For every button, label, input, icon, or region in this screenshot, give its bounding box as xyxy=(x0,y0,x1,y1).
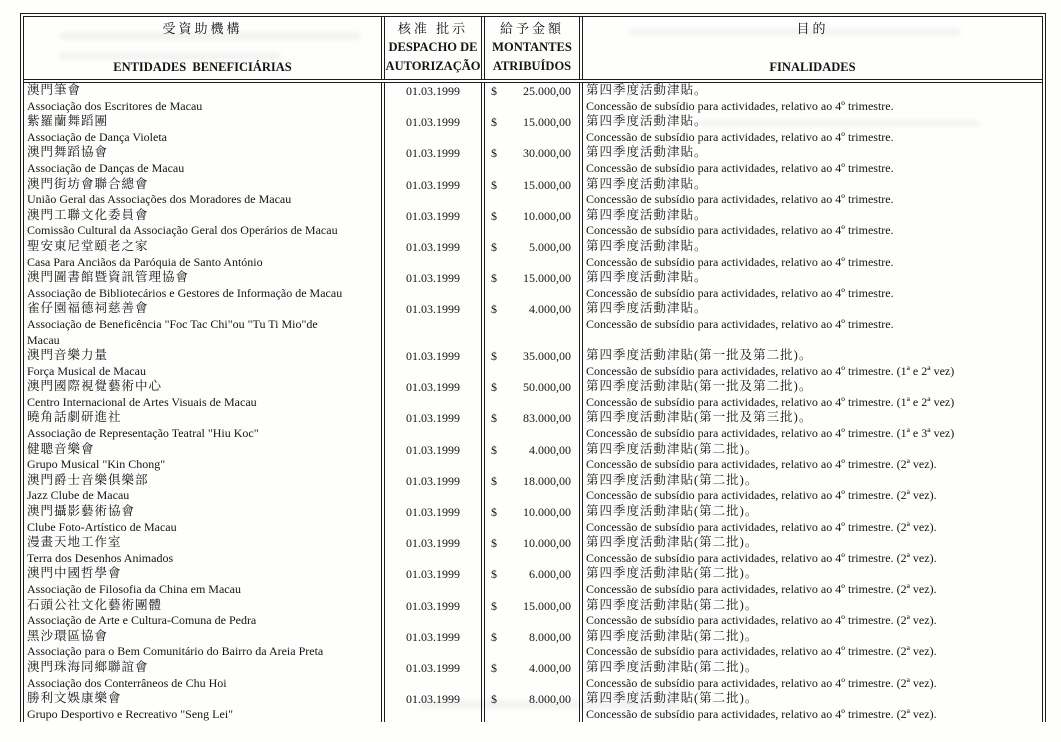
table-row xyxy=(24,504,1042,535)
currency-symbol: $ xyxy=(491,271,497,286)
amount-cell xyxy=(481,177,579,208)
entity-name-pt: Força Musical de Macau xyxy=(27,363,146,378)
currency-symbol: $ xyxy=(491,473,497,488)
purpose-zh: 第四季度活動津貼(第二批)。 xyxy=(586,472,759,487)
amount-value: 83.000,00 xyxy=(523,411,571,426)
purpose-cell xyxy=(579,270,1042,301)
header-finalidades-zh: 目的 xyxy=(796,21,829,36)
amount-cell xyxy=(481,629,579,660)
purpose-zh: 第四季度活動津貼。 xyxy=(586,270,708,285)
header-despacho-zh: 核准 批示 xyxy=(397,21,469,36)
authorization-date-cell xyxy=(381,239,481,270)
table-row xyxy=(24,270,1042,301)
header-despacho xyxy=(381,17,481,79)
authorization-date: 01.03.1999 xyxy=(406,660,460,675)
entity-cell xyxy=(24,473,381,504)
header-montantes-pt-line2: ATRIBUÍDOS xyxy=(492,58,572,73)
currency-symbol: $ xyxy=(491,177,497,192)
authorization-date-cell xyxy=(381,83,481,114)
table-row xyxy=(24,348,1042,379)
authorization-date-cell xyxy=(381,301,481,348)
header-entities-zh: 受資助機構 xyxy=(162,21,243,36)
authorization-date: 01.03.1999 xyxy=(406,598,460,613)
amount-cell xyxy=(481,566,579,597)
purpose-pt: Concessão de subsídio para actividades, relativo ao 4º trimestre. xyxy=(586,98,894,113)
entity-name-zh: 澳門舞蹈協會 xyxy=(27,145,109,160)
authorization-date: 01.03.1999 xyxy=(406,629,460,644)
entity-cell xyxy=(24,504,381,535)
amount-value: 15.000,00 xyxy=(523,177,571,192)
currency-symbol: $ xyxy=(491,567,497,582)
table-row xyxy=(24,535,1042,566)
table-row xyxy=(24,239,1042,270)
header-finalidades xyxy=(579,17,1042,79)
amount-cell xyxy=(481,83,579,114)
entity-name-pt: Associação dos Conterrâneos de Chu Hoi xyxy=(27,675,227,690)
entity-cell xyxy=(24,83,381,114)
amount-cell xyxy=(481,535,579,566)
header-entities xyxy=(24,17,381,79)
currency-symbol: $ xyxy=(491,302,497,317)
entity-name-pt: Jazz Clube de Macau xyxy=(27,488,130,503)
currency-symbol: $ xyxy=(491,598,497,613)
purpose-pt: Concessão de subsídio para actividades, relativo ao 4º trimestre. xyxy=(586,160,894,175)
purpose-pt: Concessão de subsídio para actividades, relativo ao 4º trimestre. xyxy=(586,316,894,331)
amount-value: 10.000,00 xyxy=(523,208,571,223)
entity-cell xyxy=(24,691,381,722)
entity-name-zh: 漫畫天地工作室 xyxy=(27,535,122,550)
entity-name-pt: Associação de Danças de Macau xyxy=(27,160,185,175)
purpose-cell xyxy=(579,177,1042,208)
authorization-date: 01.03.1999 xyxy=(406,505,460,520)
amount-cell xyxy=(481,410,579,441)
purpose-cell xyxy=(579,208,1042,239)
amount-cell xyxy=(481,208,579,239)
entity-name-zh: 澳門珠海同鄉聯誼會 xyxy=(27,659,149,674)
currency-symbol: $ xyxy=(491,349,497,364)
authorization-date: 01.03.1999 xyxy=(406,442,460,457)
authorization-date: 01.03.1999 xyxy=(406,349,460,364)
table-row xyxy=(24,177,1042,208)
authorization-date: 01.03.1999 xyxy=(406,567,460,582)
amount-cell xyxy=(481,473,579,504)
currency-symbol: $ xyxy=(491,505,497,520)
currency-symbol: $ xyxy=(491,84,497,98)
amount-value: 30.000,00 xyxy=(523,146,571,161)
purpose-cell xyxy=(579,629,1042,660)
purpose-zh: 第四季度活動津貼。 xyxy=(586,176,708,191)
table-row xyxy=(24,410,1042,441)
entity-name-pt: Associação de Beneficência "Foc Tac Chi"ou "Tu Ti Mio"de xyxy=(27,316,318,331)
entity-name-pt: Associação de Representação Teatral "Hiu Koc" xyxy=(27,426,259,441)
purpose-pt: Concessão de subsídio para actividades, relativo ao 4º trimestre. xyxy=(586,285,894,300)
entity-cell xyxy=(24,566,381,597)
amount-cell xyxy=(481,660,579,691)
header-despacho-pt-line2: AUTORIZAÇÃO xyxy=(385,58,481,73)
purpose-zh: 第四季度活動津貼(第二批)。 xyxy=(586,566,759,581)
currency-symbol: $ xyxy=(491,146,497,161)
purpose-zh: 第四季度活動津貼(第一批及第二批)。 xyxy=(586,348,813,363)
header-montantes-zh: 給予金額 xyxy=(499,21,564,36)
currency-symbol: $ xyxy=(491,239,497,254)
table-row xyxy=(24,208,1042,239)
amount-value: 50.000,00 xyxy=(523,380,571,395)
purpose-zh: 第四季度活動津貼。 xyxy=(586,238,708,253)
entity-cell xyxy=(24,301,381,348)
currency-symbol: $ xyxy=(491,411,497,426)
entity-name-zh: 勝利文娛康樂會 xyxy=(27,691,122,706)
purpose-zh: 第四季度活動津貼。 xyxy=(586,301,708,316)
entity-cell xyxy=(24,535,381,566)
entity-name-zh: 澳門圖書館暨資訊管理協會 xyxy=(27,270,190,285)
purpose-cell xyxy=(579,379,1042,410)
entity-name-zh: 澳門中國哲學會 xyxy=(27,566,122,581)
amount-cell xyxy=(481,301,579,348)
table-row xyxy=(24,301,1042,348)
entity-cell xyxy=(24,270,381,301)
purpose-pt: Concessão de subsídio para actividades, relativo ao 4º trimestre. (2ª vez). xyxy=(586,706,937,721)
amount-value: 15.000,00 xyxy=(523,115,571,130)
entity-name-pt: Associação de Dança Violeta xyxy=(27,129,167,144)
table-row xyxy=(24,83,1042,114)
amount-value: 35.000,00 xyxy=(523,349,571,364)
purpose-pt: Concessão de subsídio para actividades, relativo ao 4º trimestre. (2ª vez). xyxy=(586,644,937,659)
amount-value: 8.000,00 xyxy=(529,692,571,707)
purpose-cell xyxy=(579,239,1042,270)
entity-name-pt: Associação de Arte e Cultura-Comuna de Pedra xyxy=(27,613,257,628)
authorization-date: 01.03.1999 xyxy=(406,146,460,161)
entity-name-pt: Associação de Filosofia da China em Macau xyxy=(27,582,241,596)
entity-cell xyxy=(24,629,381,660)
purpose-pt: Concessão de subsídio para actividades, relativo ao 4º trimestre. xyxy=(586,223,894,238)
purpose-zh: 第四季度活動津貼(第二批)。 xyxy=(586,504,759,519)
table-row xyxy=(24,660,1042,691)
entity-cell xyxy=(24,208,381,239)
purpose-pt: Concessão de subsídio para actividades, relativo ao 4º trimestre. (2ª vez). xyxy=(586,457,937,472)
subsidy-table xyxy=(20,13,1046,722)
currency-symbol: $ xyxy=(491,442,497,457)
header-finalidades-pt: FINALIDADES xyxy=(769,59,856,74)
entity-name-pt: Comissão Cultural da Associação Geral dos Operários de Macau xyxy=(27,223,338,238)
table-row xyxy=(24,145,1042,176)
authorization-date: 01.03.1999 xyxy=(406,271,460,286)
authorization-date-cell xyxy=(381,270,481,301)
purpose-pt: Concessão de subsídio para actividades, relativo ao 4º trimestre. xyxy=(586,254,894,269)
entity-name-pt: Centro Internacional de Artes Visuais de Macau xyxy=(27,394,257,409)
amount-value: 18.000,00 xyxy=(523,473,571,488)
purpose-pt: Concessão de subsídio para actividades, relativo ao 4º trimestre. (1ª e 2ª vez) xyxy=(586,394,955,409)
authorization-date: 01.03.1999 xyxy=(406,84,460,98)
purpose-cell xyxy=(579,83,1042,114)
purpose-cell xyxy=(579,660,1042,691)
purpose-pt: Concessão de subsídio para actividades, relativo ao 4º trimestre. (2ª vez). xyxy=(586,550,937,565)
entity-name-zh: 澳門攝影藝術協會 xyxy=(27,504,136,519)
entity-cell xyxy=(24,410,381,441)
authorization-date-cell xyxy=(381,410,481,441)
entity-cell xyxy=(24,177,381,208)
purpose-pt: Concessão de subsídio para actividades, relativo ao 4º trimestre. (2ª vez). xyxy=(586,488,937,503)
entity-name-pt: Clube Foto-Artístico de Macau xyxy=(27,519,177,534)
purpose-zh: 第四季度活動津貼。 xyxy=(586,207,708,222)
entity-name-zh: 黑沙環區協會 xyxy=(27,628,109,643)
amount-value: 8.000,00 xyxy=(529,629,571,644)
entity-name-pt: Associação para o Bem Comunitário do Bairro da Areia Preta xyxy=(27,644,324,659)
purpose-cell xyxy=(579,504,1042,535)
authorization-date: 01.03.1999 xyxy=(406,239,460,254)
amount-value: 10.000,00 xyxy=(523,505,571,520)
entity-cell xyxy=(24,379,381,410)
purpose-pt: Concessão de subsídio para actividades, relativo ao 4º trimestre. (2ª vez). xyxy=(586,675,937,690)
authorization-date-cell xyxy=(381,504,481,535)
purpose-cell xyxy=(579,301,1042,348)
purpose-cell xyxy=(579,691,1042,722)
amount-cell xyxy=(481,598,579,629)
purpose-zh: 第四季度活動津貼(第二批)。 xyxy=(586,628,759,643)
purpose-zh: 第四季度活動津貼。 xyxy=(586,83,708,97)
authorization-date: 01.03.1999 xyxy=(406,536,460,551)
purpose-zh: 第四季度活動津貼(第一批及第二批)。 xyxy=(586,379,813,394)
purpose-pt: Concessão de subsídio para actividades, relativo ao 4º trimestre. (2ª vez). xyxy=(586,582,937,596)
currency-symbol: $ xyxy=(491,115,497,130)
purpose-cell xyxy=(579,348,1042,379)
authorization-date-cell xyxy=(381,348,481,379)
entity-name-zh: 雀仔園福德祠慈善會 xyxy=(27,301,149,316)
amount-value: 4.000,00 xyxy=(529,660,571,675)
purpose-pt: Concessão de subsídio para actividades, relativo ao 4º trimestre. xyxy=(586,129,894,144)
purpose-cell xyxy=(579,598,1042,629)
entity-name-zh: 澳門工聯文化委員會 xyxy=(27,207,149,222)
amount-cell xyxy=(481,691,579,722)
header-despacho-pt-line1: DESPACHO DE xyxy=(388,40,478,54)
amount-value: 15.000,00 xyxy=(523,598,571,613)
currency-symbol: $ xyxy=(491,380,497,395)
entity-cell xyxy=(24,348,381,379)
amount-cell xyxy=(481,379,579,410)
purpose-pt: Concessão de subsídio para actividades, relativo ao 4º trimestre. (1ª e 3ª vez) xyxy=(586,426,955,441)
purpose-pt: Concessão de subsídio para actividades, relativo ao 4º trimestre. (2ª vez). xyxy=(586,613,937,628)
currency-symbol: $ xyxy=(491,660,497,675)
authorization-date-cell xyxy=(381,691,481,722)
table-row xyxy=(24,473,1042,504)
purpose-pt: Concessão de subsídio para actividades, relativo ao 4º trimestre. xyxy=(586,192,894,207)
amount-value: 5.000,00 xyxy=(529,239,571,254)
entity-cell xyxy=(24,239,381,270)
authorization-date-cell xyxy=(381,629,481,660)
purpose-zh: 第四季度活動津貼(第二批)。 xyxy=(586,597,759,612)
entity-name-pt: Terra dos Desenhos Animados xyxy=(27,550,174,565)
entity-name-zh: 紫羅蘭舞蹈團 xyxy=(27,114,109,129)
purpose-cell xyxy=(579,114,1042,145)
authorization-date-cell xyxy=(381,379,481,410)
currency-symbol: $ xyxy=(491,208,497,223)
authorization-date: 01.03.1999 xyxy=(406,302,460,317)
amount-value: 6.000,00 xyxy=(529,567,571,582)
entity-name-zh: 曉角話劇研進社 xyxy=(27,410,122,425)
authorization-date-cell xyxy=(381,566,481,597)
authorization-date: 01.03.1999 xyxy=(406,115,460,130)
authorization-date: 01.03.1999 xyxy=(406,411,460,426)
authorization-date-cell xyxy=(381,473,481,504)
amount-cell xyxy=(481,145,579,176)
table-row xyxy=(24,598,1042,629)
amount-value: 4.000,00 xyxy=(529,442,571,457)
entity-name-pt: Associação dos Escritores de Macau xyxy=(27,98,203,113)
entity-name-pt: Grupo Musical "Kin Chong" xyxy=(27,457,166,472)
entity-name-pt-overflow: Macau xyxy=(27,332,60,347)
entity-cell xyxy=(24,442,381,473)
authorization-date-cell xyxy=(381,442,481,473)
purpose-zh: 第四季度活動津貼(第二批)。 xyxy=(586,535,759,550)
table-row xyxy=(24,114,1042,145)
table-row xyxy=(24,629,1042,660)
purpose-zh: 第四季度活動津貼。 xyxy=(586,114,708,129)
entity-name-pt: Associação de Bibliotecários e Gestores de Informação de Macau xyxy=(27,285,343,300)
purpose-zh: 第四季度活動津貼。 xyxy=(586,145,708,160)
table-row xyxy=(24,691,1042,722)
table-row xyxy=(24,442,1042,473)
purpose-cell xyxy=(579,566,1042,597)
currency-symbol: $ xyxy=(491,629,497,644)
entity-name-zh: 澳門筆會 xyxy=(27,83,82,97)
authorization-date-cell xyxy=(381,208,481,239)
purpose-zh: 第四季度活動津貼(第二批)。 xyxy=(586,659,759,674)
currency-symbol: $ xyxy=(491,536,497,551)
authorization-date: 01.03.1999 xyxy=(406,692,460,707)
authorization-date: 01.03.1999 xyxy=(406,208,460,223)
amount-cell xyxy=(481,270,579,301)
amount-cell xyxy=(481,504,579,535)
purpose-pt: Concessão de subsídio para actividades, relativo ao 4º trimestre. (2ª vez). xyxy=(586,519,937,534)
purpose-cell xyxy=(579,473,1042,504)
authorization-date: 01.03.1999 xyxy=(406,380,460,395)
authorization-date-cell xyxy=(381,114,481,145)
table-row xyxy=(24,379,1042,410)
entity-name-zh: 澳門國際視覺藝術中心 xyxy=(27,379,163,394)
entity-name-zh: 澳門爵士音樂俱樂部 xyxy=(27,472,149,487)
amount-value: 10.000,00 xyxy=(523,536,571,551)
entity-cell xyxy=(24,598,381,629)
amount-cell xyxy=(481,239,579,270)
entity-cell xyxy=(24,660,381,691)
header-entities-pt: ENTIDADES BENEFICIÁRIAS xyxy=(113,59,292,74)
entity-name-zh: 石頭公社文化藝術團體 xyxy=(27,597,163,612)
entity-name-pt: Grupo Desportivo e Recreativo "Seng Lei" xyxy=(27,706,234,721)
amount-cell xyxy=(481,348,579,379)
entity-cell xyxy=(24,114,381,145)
authorization-date-cell xyxy=(381,660,481,691)
entity-name-zh: 健聰音樂會 xyxy=(27,441,95,456)
authorization-date-cell xyxy=(381,598,481,629)
authorization-date-cell xyxy=(381,145,481,176)
entity-name-zh: 澳門音樂力量 xyxy=(27,348,109,363)
purpose-cell xyxy=(579,145,1042,176)
authorization-date-cell xyxy=(381,177,481,208)
amount-cell xyxy=(481,442,579,473)
purpose-zh: 第四季度活動津貼(第一批及第三批)。 xyxy=(586,410,813,425)
amount-cell xyxy=(481,114,579,145)
purpose-cell xyxy=(579,410,1042,441)
table-body xyxy=(24,83,1042,722)
purpose-cell xyxy=(579,535,1042,566)
authorization-date: 01.03.1999 xyxy=(406,473,460,488)
authorization-date-cell xyxy=(381,535,481,566)
purpose-pt: Concessão de subsídio para actividades, relativo ao 4º trimestre. (1ª e 2ª vez) xyxy=(586,363,955,378)
header-montantes-pt-line1: MONTANTES xyxy=(492,40,572,54)
currency-symbol: $ xyxy=(491,692,497,707)
purpose-zh: 第四季度活動津貼(第二批)。 xyxy=(586,691,759,706)
header-montantes xyxy=(481,17,579,79)
entity-name-zh: 澳門街坊會聯合總會 xyxy=(27,176,149,191)
purpose-cell xyxy=(579,442,1042,473)
entity-name-pt: Casa Para Anciãos da Paróquia de Santo António xyxy=(27,254,263,269)
amount-value: 15.000,00 xyxy=(523,271,571,286)
table-row xyxy=(24,566,1042,597)
purpose-zh: 第四季度活動津貼(第二批)。 xyxy=(586,441,759,456)
amount-value: 4.000,00 xyxy=(529,302,571,317)
entity-cell xyxy=(24,145,381,176)
entity-name-pt: União Geral das Associações dos Moradores de Macau xyxy=(27,192,292,207)
entity-name-zh: 聖安東尼堂頤老之家 xyxy=(27,238,149,253)
table-header-row xyxy=(24,17,1042,83)
amount-value: 25.000,00 xyxy=(523,84,571,98)
authorization-date: 01.03.1999 xyxy=(406,177,460,192)
